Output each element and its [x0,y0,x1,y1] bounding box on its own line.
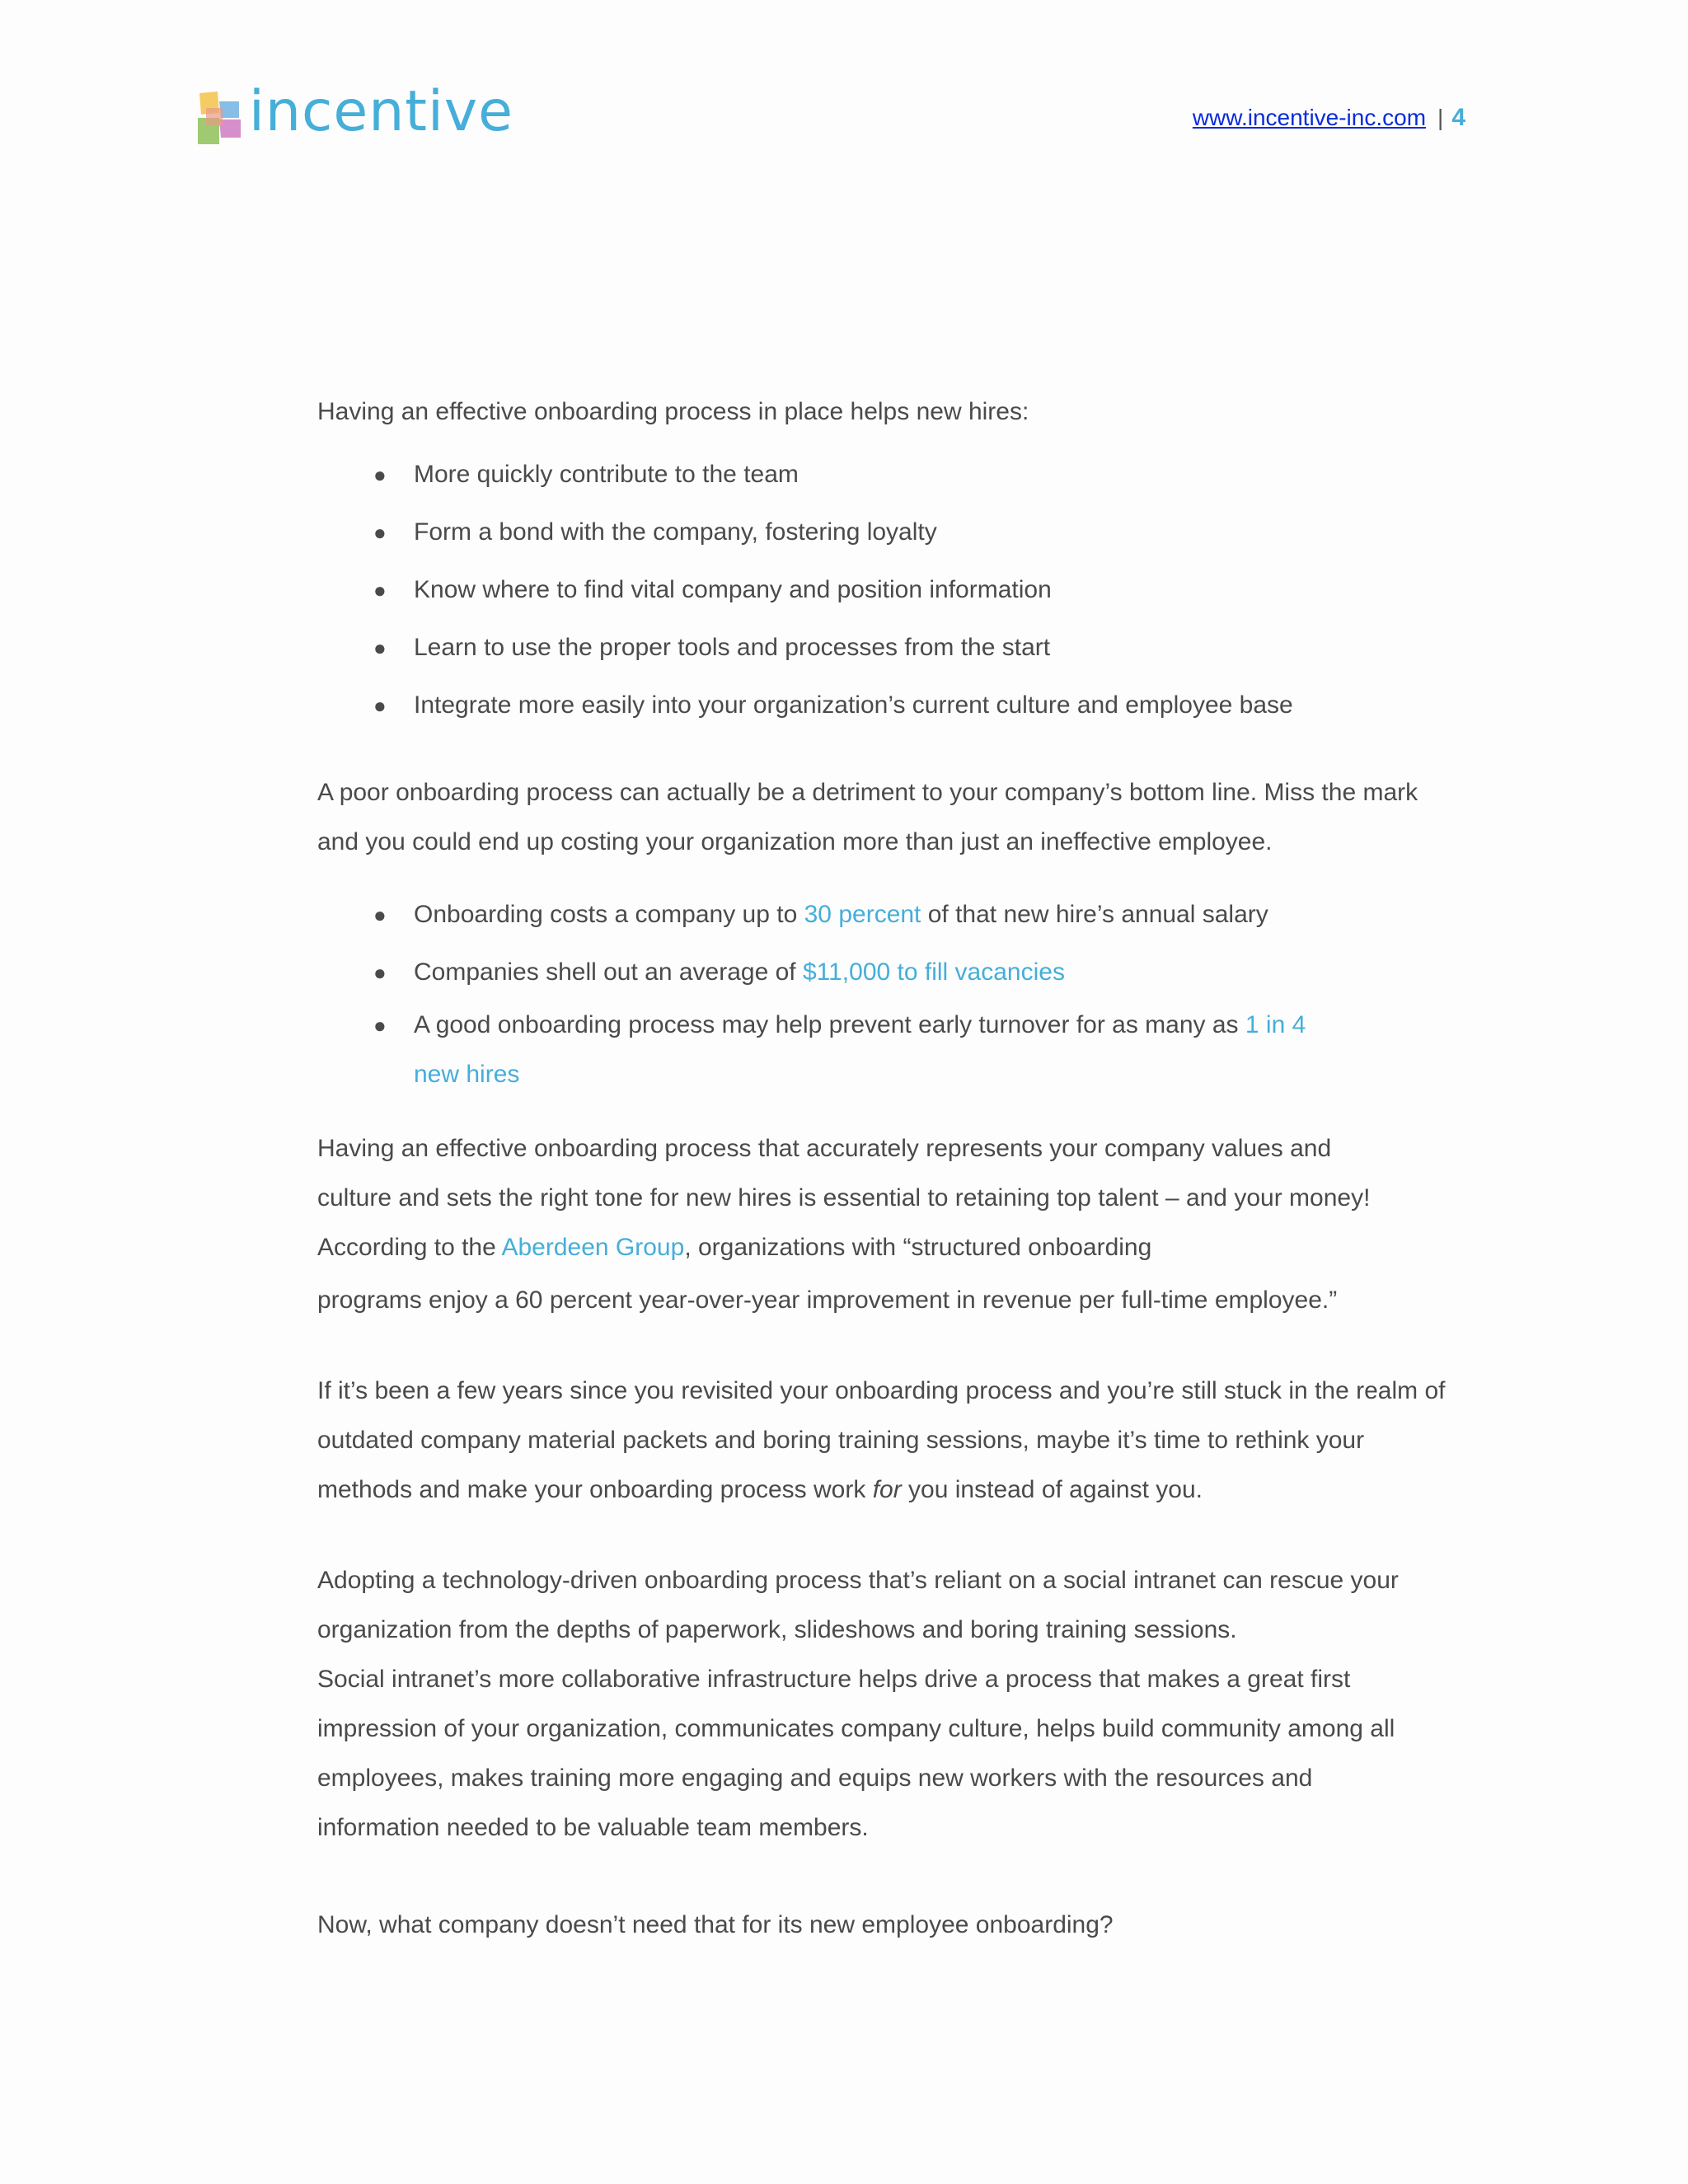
bullet-icon: ● [373,462,387,487]
closing-paragraph: Now, what company doesn’t need that for its new employee onboarding? [317,1911,1114,1938]
header-right [1193,104,1465,132]
document-body [317,387,1504,1950]
emphasis-text: for [872,1476,902,1503]
intro-paragraph: Having an effective onboarding process in place helps new hires: [317,398,1029,425]
stat-link[interactable]: $11,000 to fill vacancies [802,958,1065,986]
stat-text: of that new hire’s annual salary [921,901,1268,928]
list-item-text: Learn to use the proper tools and processes from the start [414,634,1051,661]
list-item [317,565,1504,615]
paragraph-line: If it’s been a few years since you revisited your onboarding process and you’re still stuck in the realm of [317,1377,1446,1404]
list-item-text: Integrate more easily into your organization’s current culture and employee base [414,691,1293,719]
revisit-paragraph [317,1366,1504,1515]
paragraph-line: impression of your organization, communicates company culture, helps build community among all [317,1715,1395,1742]
stat-text: Companies shell out an average of [414,958,803,986]
page-header [196,79,1465,152]
list-item-text: Form a bond with the company, fostering loyalty [414,518,937,546]
stat-link[interactable]: 1 in 4 [1245,1011,1306,1038]
intranet-paragraph [317,1556,1504,1853]
stat-link[interactable]: 30 percent [804,901,921,928]
bullet-icon: ● [373,693,387,718]
paragraph-line: culture and sets the right tone for new hires is essential to retaining top talent – and your money! [317,1184,1371,1212]
paragraph-line: Adopting a technology-driven onboarding process that’s reliant on a social intranet can rescue your [317,1567,1399,1594]
list-item-text: More quickly contribute to the team [414,461,799,488]
stat-text: A good onboarding process may help prevent early turnover for as many as [414,1011,1245,1038]
stat-link-continued[interactable]: new hires [414,1061,520,1088]
stats-list [317,890,1504,1099]
list-item [317,623,1504,673]
list-item [317,948,1504,997]
paragraph-line: outdated company material packets and boring training sessions, maybe it’s time to rethink your [317,1427,1365,1454]
paragraph-line: and you could end up costing your organization more than just an ineffective employee. [317,828,1273,855]
paragraph-line: information needed to be valuable team members. [317,1814,869,1841]
bullet-icon: ● [373,578,387,602]
list-item [317,1001,1504,1099]
paragraph-line: employees, makes training more engaging and equips new workers with the resources and [317,1765,1313,1792]
paragraph-line: Having an effective onboarding process that accurately represents your company values and [317,1135,1332,1162]
paragraph-text: , organizations with “structured onboarding [684,1234,1152,1261]
bullet-icon: ● [373,1013,387,1038]
bullet-icon: ● [373,960,387,985]
logo-mark-icon [196,90,247,148]
list-item [317,890,1504,940]
benefits-list [317,450,1504,730]
paragraph-line: Social intranet’s more collaborative infrastructure helps drive a process that makes a great first [317,1666,1351,1693]
list-item [317,450,1504,499]
aberdeen-group-link[interactable]: Aberdeen Group [501,1234,685,1261]
paragraph-text: methods and make your onboarding process work [317,1476,873,1503]
logo-wordmark: incentive [249,79,513,144]
header-separator: | [1437,105,1444,130]
bullet-icon: ● [373,520,387,545]
poor-process-paragraph [317,768,1504,867]
incentive-logo [196,79,513,152]
paragraph-line: organization from the depths of paperwork, slideshows and boring training sessions. [317,1616,1237,1643]
list-item-text: Know where to find vital company and position information [414,576,1052,603]
paragraph-text: According to the [317,1234,502,1261]
paragraph-line [317,1223,1504,1272]
list-item [317,508,1504,557]
paragraph-line: A poor onboarding process can actually be a detriment to your company’s bottom line. Miss the mark [317,779,1418,806]
page-number: 4 [1451,104,1465,131]
stat-text: Onboarding costs a company up to [414,901,804,928]
bullet-icon: ● [373,635,387,660]
list-item [317,681,1504,730]
paragraph-line [317,1465,1504,1515]
aberdeen-paragraph [317,1124,1504,1325]
website-link[interactable]: www.incentive-inc.com [1192,105,1427,130]
paragraph-line: programs enjoy a 60 percent year-over-year improvement in revenue per full-time employee.” [317,1286,1338,1314]
bullet-icon: ● [373,902,387,927]
paragraph-text: you instead of against you. [901,1476,1203,1503]
